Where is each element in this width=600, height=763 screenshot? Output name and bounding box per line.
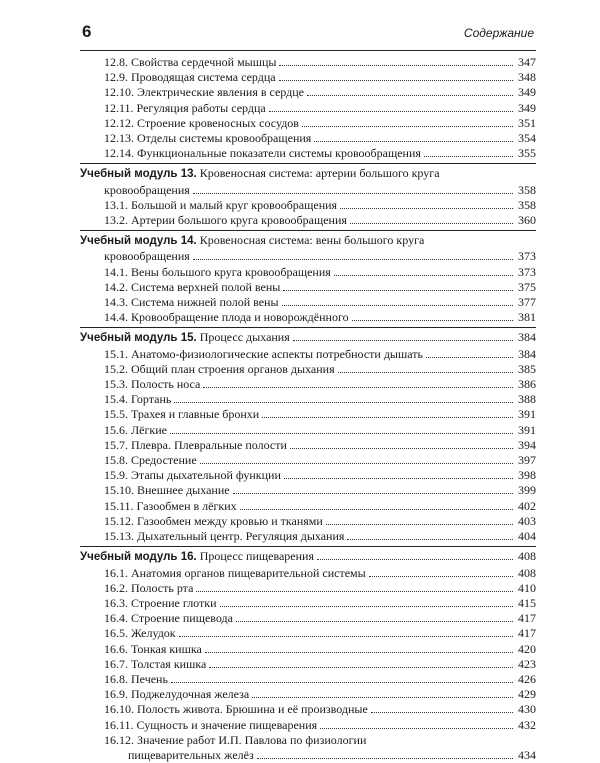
entry-title: 15.2. Общий план строения органов дыхания <box>104 361 335 376</box>
entry-title: пищеварительных желёз <box>128 747 254 762</box>
dot-leader <box>196 591 513 592</box>
toc-entry <box>80 529 536 544</box>
toc-entry <box>80 702 536 717</box>
dot-leader <box>326 524 513 525</box>
toc-entry <box>80 438 536 453</box>
toc-entry <box>80 198 536 213</box>
toc-entry <box>80 626 536 641</box>
toc-entry <box>80 85 536 100</box>
page-ref: 360 <box>518 213 536 228</box>
dot-leader <box>174 402 513 403</box>
dot-leader <box>279 65 513 66</box>
dot-leader <box>269 111 513 112</box>
dot-leader <box>233 493 513 494</box>
toc-entry <box>80 453 536 468</box>
page-ref: 358 <box>518 197 536 212</box>
toc-section <box>80 55 536 161</box>
dot-leader <box>284 478 513 479</box>
dot-leader <box>320 728 513 729</box>
page-header <box>80 20 536 51</box>
page-ref: 399 <box>518 483 536 498</box>
toc-entry <box>80 377 536 392</box>
page-ref: 348 <box>518 70 536 85</box>
dot-leader <box>340 208 513 209</box>
toc-entry <box>80 514 536 529</box>
entry-title: 15.11. Газообмен в лёгких <box>104 498 237 513</box>
page-ref: 391 <box>518 422 536 437</box>
module-label: Учебный модуль 15. <box>80 332 197 345</box>
dot-leader <box>205 652 513 653</box>
page-ref: 408 <box>518 549 536 564</box>
dot-leader <box>203 387 513 388</box>
page-ref: 426 <box>518 671 536 686</box>
page-ref: 403 <box>518 513 536 528</box>
dot-leader <box>193 193 513 194</box>
entry-title: 14.2. Система верхней полой вены <box>104 279 281 294</box>
entry-title: кровообращения <box>104 182 190 197</box>
dot-leader <box>350 223 513 224</box>
dot-leader <box>209 667 513 668</box>
dot-leader <box>424 156 513 157</box>
entry-title: 16.7. Толстая кишка <box>104 656 207 671</box>
page-ref: 351 <box>518 115 536 130</box>
toc-entry <box>80 101 536 116</box>
toc-section <box>80 230 536 325</box>
entry-title: 16.3. Строение глотки <box>104 595 217 610</box>
page-number: 6 <box>82 22 92 41</box>
page-ref: 398 <box>518 468 536 483</box>
page-ref: 347 <box>518 55 536 69</box>
page-ref: 423 <box>518 656 536 671</box>
module-label: Учебный модуль 13. <box>80 168 197 181</box>
page-ref: 377 <box>518 295 536 310</box>
dot-leader <box>252 697 513 698</box>
page-ref: 384 <box>518 330 536 345</box>
dot-leader <box>170 433 513 434</box>
table-of-contents <box>80 55 536 763</box>
module-heading <box>80 233 536 249</box>
entry-title: 14.3. Система нижней полой вены <box>104 295 279 310</box>
toc-section <box>80 163 536 228</box>
page-ref: 397 <box>518 453 536 468</box>
entry-title: 15.6. Лёгкие <box>104 422 167 437</box>
entry-title: 15.12. Газообмен между кровью и тканями <box>104 513 323 528</box>
dot-leader <box>317 559 513 560</box>
entry-title: 16.8. Печень <box>104 671 168 686</box>
page-ref: 391 <box>518 407 536 422</box>
entry-title: 15.1. Анатомо-физиологические аспекты потребности дышать <box>104 346 423 361</box>
entry-title: 16.6. Тонкая кишка <box>104 641 202 656</box>
toc-entry <box>80 611 536 626</box>
page-ref: 417 <box>518 626 536 641</box>
page-ref: 434 <box>518 747 536 762</box>
entry-title: 12.10. Электрические явления в сердце <box>104 85 304 100</box>
module-heading-cont <box>80 249 536 264</box>
page-ref: 355 <box>518 146 536 161</box>
toc-entry <box>80 146 536 161</box>
page-ref: 349 <box>518 100 536 115</box>
entry-title: 15.4. Гортань <box>104 392 172 407</box>
page-ref: 388 <box>518 392 536 407</box>
dot-leader <box>352 320 513 321</box>
entry-title: 14.4. Кровообращение плода и новорождённого <box>104 310 349 325</box>
dot-leader <box>279 80 513 81</box>
toc-entry <box>80 392 536 407</box>
dot-leader <box>262 417 513 418</box>
dot-leader <box>171 682 513 683</box>
entry-title: 16.11. Сущность и значение пищеварения <box>104 717 318 732</box>
dot-leader <box>302 126 513 127</box>
entry-title: 16.9. Поджелудочная железа <box>104 687 250 702</box>
toc-entry <box>80 131 536 146</box>
dot-leader <box>293 340 513 341</box>
entry-title: 16.10. Полость живота. Брюшина и её производные <box>104 702 368 717</box>
page-ref: 404 <box>518 529 536 544</box>
page-ref: 373 <box>518 249 536 264</box>
dot-leader <box>179 636 513 637</box>
toc-entry <box>80 116 536 131</box>
dot-leader <box>426 357 513 358</box>
toc-entry <box>80 468 536 483</box>
page-ref: 430 <box>518 702 536 717</box>
entry-title: 16.2. Полость рта <box>104 580 194 595</box>
toc-entry <box>80 55 536 70</box>
page-ref: 349 <box>518 85 536 100</box>
dot-leader <box>371 712 513 713</box>
dot-leader <box>338 372 513 373</box>
toc-entry-cont <box>80 748 536 763</box>
page-ref: 354 <box>518 131 536 146</box>
page-ref: 375 <box>518 279 536 294</box>
page-ref: 358 <box>518 182 536 197</box>
toc-entry <box>80 581 536 596</box>
toc-entry <box>80 213 536 228</box>
dot-leader <box>283 290 513 291</box>
page-ref: 415 <box>518 595 536 610</box>
toc-entry <box>80 70 536 85</box>
page-ref: 386 <box>518 377 536 392</box>
entry-title: 12.14. Функциональные показатели системы кровообращения <box>104 146 421 161</box>
page-ref: 432 <box>518 717 536 732</box>
page-ref: 410 <box>518 580 536 595</box>
entry-title: 15.9. Этапы дыхательной функции <box>104 468 281 483</box>
toc-entry <box>80 407 536 422</box>
entry-title: 12.11. Регуляция работы сердца <box>104 100 266 115</box>
entry-title: 16.4. Строение пищевода <box>104 611 233 626</box>
page-ref: 385 <box>518 361 536 376</box>
entry-title: 12.12. Строение кровеносных сосудов <box>104 115 299 130</box>
toc-entry <box>80 733 536 748</box>
dot-leader <box>307 95 513 96</box>
dot-leader <box>290 448 513 449</box>
toc-entry <box>80 423 536 438</box>
toc-entry <box>80 596 536 611</box>
dot-leader <box>369 576 513 577</box>
toc-entry <box>80 265 536 280</box>
entry-title: 12.13. Отделы системы кровообращения <box>104 131 312 146</box>
toc-entry <box>80 499 536 514</box>
entry-title: кровообращения <box>104 249 190 264</box>
entry-title: 15.3. Полость носа <box>104 377 201 392</box>
toc-section <box>80 327 536 544</box>
module-heading <box>80 330 536 346</box>
module-heading <box>80 549 536 565</box>
entry-title: 12.8. Свойства сердечной мышцы <box>104 55 277 69</box>
entry-title: 16.1. Анатомия органов пищеварительной системы <box>104 565 366 580</box>
toc-entry <box>80 280 536 295</box>
page-ref: 381 <box>518 310 536 325</box>
toc-entry <box>80 687 536 702</box>
toc-section <box>80 546 536 763</box>
page-ref: 384 <box>518 346 536 361</box>
page-ref: 373 <box>518 264 536 279</box>
module-heading <box>80 166 536 182</box>
page-ref: 429 <box>518 687 536 702</box>
toc-entry <box>80 295 536 310</box>
page-ref: 402 <box>518 498 536 513</box>
dot-leader <box>200 463 513 464</box>
toc-entry <box>80 672 536 687</box>
entry-title: 16.12. Значение работ И.П. Павлова по физиологии <box>104 732 367 747</box>
entry-title: 15.7. Плевра. Плевральные полости <box>104 437 287 452</box>
toc-entry <box>80 310 536 325</box>
dot-leader <box>334 275 513 276</box>
module-title: Кровеносная система: артерии большого круга <box>199 166 440 181</box>
entry-title: 15.5. Трахея и главные бронхи <box>104 407 260 422</box>
dot-leader <box>220 606 513 607</box>
toc-entry <box>80 657 536 672</box>
dot-leader <box>314 141 513 142</box>
entry-title: 13.2. Артерии большого круга кровообращения <box>104 213 347 228</box>
toc-entry <box>80 718 536 733</box>
module-label: Учебный модуль 14. <box>80 235 197 248</box>
toc-entry <box>80 347 536 362</box>
module-title: Кровеносная система: вены большого круга <box>199 233 425 248</box>
toc-entry <box>80 483 536 498</box>
entry-title: 14.1. Вены большого круга кровообращения <box>104 264 331 279</box>
running-head: Содержание <box>463 26 534 40</box>
module-heading-cont <box>80 183 536 198</box>
page-ref: 408 <box>518 565 536 580</box>
entry-title: 13.1. Большой и малый круг кровообращения <box>104 197 338 212</box>
entry-title: 15.10. Внешнее дыхание <box>104 483 230 498</box>
entry-title: 16.5. Желудок <box>104 626 176 641</box>
entry-title: 15.8. Средостение <box>104 453 197 468</box>
toc-entry <box>80 362 536 377</box>
page-ref: 420 <box>518 641 536 656</box>
entry-title: 15.13. Дыхательный центр. Регуляция дыхания <box>104 529 345 544</box>
toc-entry <box>80 566 536 581</box>
dot-leader <box>282 305 513 306</box>
dot-leader <box>347 539 513 540</box>
module-label: Учебный модуль 16. <box>80 551 197 564</box>
entry-title: Процесс дыхания <box>199 330 290 345</box>
dot-leader <box>240 509 513 510</box>
entry-title: Процесс пищеварения <box>199 549 314 564</box>
dot-leader <box>193 259 513 260</box>
toc-entry <box>80 642 536 657</box>
entry-title: 12.9. Проводящая система сердца <box>104 70 276 85</box>
dot-leader <box>236 621 513 622</box>
page-ref: 417 <box>518 611 536 626</box>
page-ref: 394 <box>518 437 536 452</box>
dot-leader <box>257 758 513 759</box>
